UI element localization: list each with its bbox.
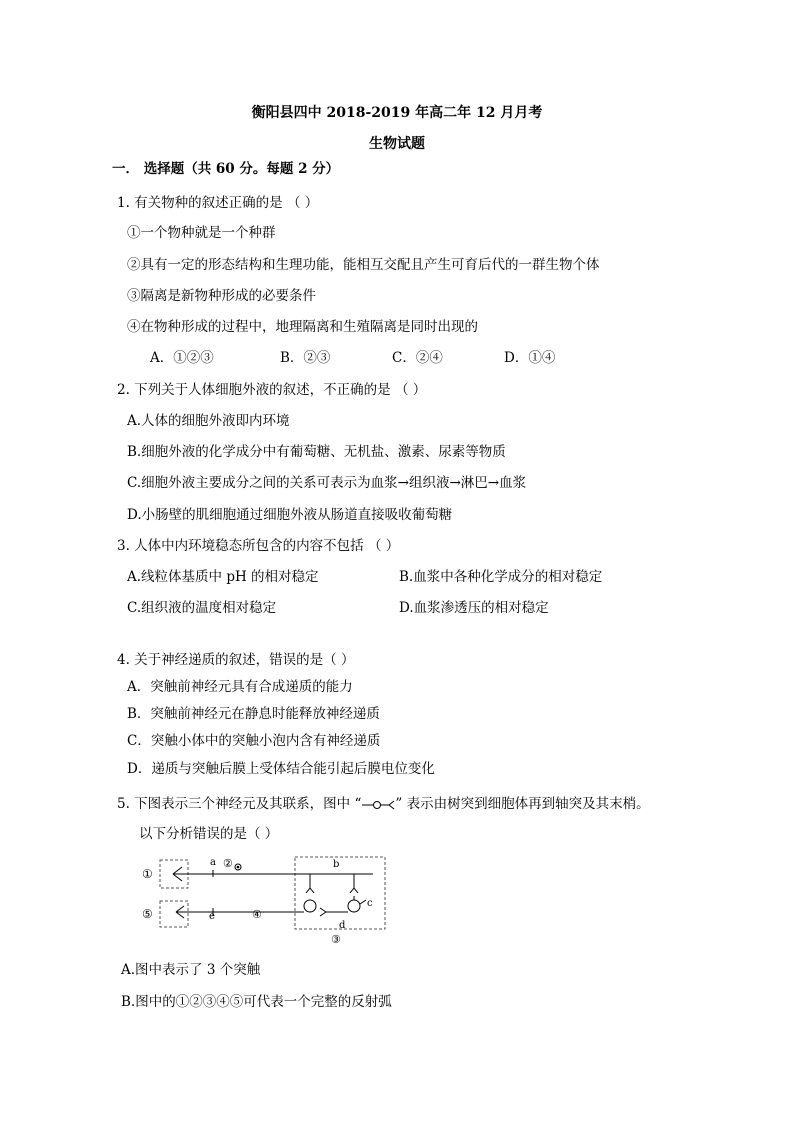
motor-neuron [176, 896, 366, 918]
q4-option-c: C．突触小体中的突触小泡内含有神经递质 [127, 733, 381, 749]
q2-option-a: A.人体的细胞外液即内环境 [127, 413, 290, 429]
label-1: ① [142, 867, 153, 881]
page-subtitle: 生物试题 [369, 136, 425, 152]
q1-statement-2: ②具有一定的形态结构和生理功能，能相互交配且产生可育后代的一群生物个体 [127, 257, 600, 273]
label-4: ④ [252, 908, 262, 921]
q3-option-c: C.组织液的温度相对稳定 [127, 600, 277, 616]
label-2: ② [223, 857, 233, 870]
label-b: b [333, 859, 340, 870]
label-3: ③ [331, 933, 341, 946]
q3-option-b: B.血浆中各种化学成分的相对稳定 [399, 569, 603, 585]
q5-option-b: B.图中的①②③④⑤可代表一个完整的反射弧 [121, 994, 392, 1010]
sensory-neuron [173, 864, 373, 893]
q1-statement-4: ④在物种形成的过程中，地理隔离和生殖隔离是同时出现的 [127, 319, 478, 335]
q5-stem [117, 795, 650, 813]
q5-stem-pre: 5. 下图表示三个神经元及其联系，图中 “ [117, 796, 362, 812]
q1-option-d: D．①④ [504, 350, 556, 366]
label-d: d [339, 920, 346, 931]
label-a: a [210, 857, 216, 868]
center-box [295, 857, 385, 929]
neuron-diagram [138, 850, 390, 946]
q4-stem: 4. 关于神经递质的叙述，错误的是（ ） [117, 652, 355, 668]
q5-stem-post: ” 表示由树突到细胞体再到轴突及其末梢。 [395, 796, 650, 812]
q3-option-a: A.线粒体基质中 pH 的相对稳定 [127, 569, 319, 585]
q3-stem: 3. 人体中内环境稳态所包含的内容不包括 （ ） [117, 538, 400, 554]
q5-option-a: A.图中表示了 3 个突触 [121, 962, 261, 978]
q1-option-c: C．②④ [392, 350, 443, 366]
q2-option-d: D.小肠壁的肌细胞通过细胞外液从肠道直接吸收葡萄糖 [127, 507, 453, 523]
q5-stem-line-2: 以下分析错误的是（ ） [139, 826, 279, 842]
q3-option-d: D.血浆渗透压的相对稳定 [399, 600, 549, 616]
label-c: c [367, 898, 373, 909]
page-title: 衡阳县四中 2018-2019 年高二年 12 月月考 [251, 105, 543, 121]
q2-stem: 2. 下列关于人体细胞外液的叙述，不正确的是 （ ） [117, 382, 427, 398]
q1-statement-3: ③隔离是新物种形成的必要条件 [127, 288, 316, 304]
q1-option-b: B．②③ [280, 350, 331, 366]
effector-box [160, 901, 188, 927]
q4-option-d: D．递质与突触后膜上受体结合能引起后膜电位变化 [127, 761, 435, 777]
label-5: ⑤ [142, 907, 153, 921]
q2-option-b: B.细胞外液的化学成分中有葡萄糖、无机盐、激素、尿素等物质 [127, 444, 506, 460]
q1-statement-1: ①一个物种就是一个种群 [127, 225, 276, 241]
q4-option-a: A．突触前神经元具有合成递质的能力 [127, 679, 353, 695]
label-e: e [209, 911, 215, 922]
neuron-symbol-icon [361, 799, 395, 811]
q2-option-c: C.细胞外液主要成分之间的关系可表示为血浆→组织液→淋巴→血浆 [127, 475, 527, 491]
section-heading: 一． 选择题（共 60 分。每题 2 分） [112, 161, 340, 177]
q4-option-b: B．突触前神经元在静息时能释放神经递质 [127, 706, 380, 722]
q1-option-a: A．①②③ [150, 350, 214, 366]
q1-stem: 1. 有关物种的叙述正确的是 （ ） [117, 195, 319, 211]
